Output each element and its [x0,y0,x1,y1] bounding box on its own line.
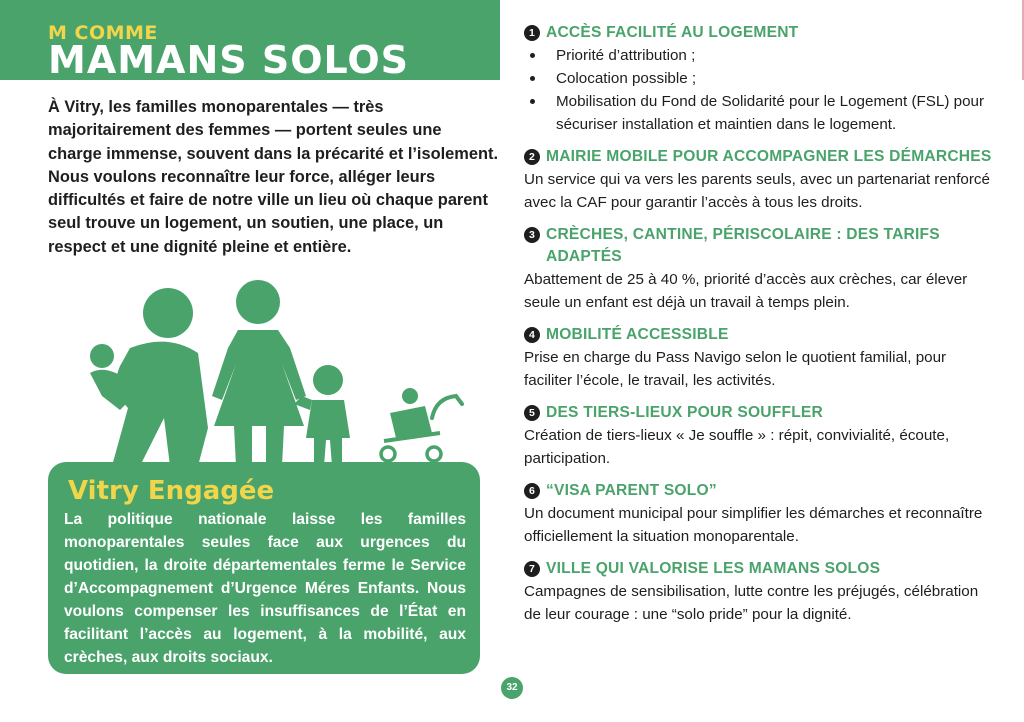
number-badge: 6 [524,483,540,499]
measure-7 [524,558,994,626]
measure-body: Création de tiers-lieux « Je souffle » : répit, convivialité, écoute, participation. [524,427,950,467]
number-badge: 7 [524,561,540,577]
number-badge: 2 [524,149,540,165]
measure-body: Abattement de 25 à 40 %, priorité d’accès aux crèches, car élever seule un enfant est déjà un travail à temps plein. [524,271,968,311]
list-item: Mobilisation du Fond de Solidarité pour le Logement (FSL) pour sécuriser installation et maintien dans le logement. [524,90,994,136]
list-item: Colocation possible ; [524,67,994,90]
measure-body: Campagnes de sensibilisation, lutte contre les préjugés, célébration de leur courage : une “solo pride” pour la dignité. [524,583,979,623]
measure-title: DES TIERS-LIEUX POUR SOUFFLER [546,404,823,421]
number-badge: 3 [524,227,540,243]
number-badge: 4 [524,327,540,343]
measure-title: VILLE QUI VALORISE LES MAMANS SOLOS [546,560,881,577]
measure-title: CRÈCHES, CANTINE, PÉRISCOLAIRE : DES TARIFS ADAPTÉS [546,226,940,265]
measure-body: Prise en charge du Pass Navigo selon le quotient familial, pour faciliter l’école, le travail, les activités. [524,349,947,389]
stroller-icon [381,388,462,461]
measure-2 [524,146,994,214]
measure-5 [524,402,994,470]
engage-box [48,462,480,674]
intro-paragraph: À Vitry, les familles monoparentales — très majoritairement des femmes — portent seules une charge immense, souvent dans la précarité et l’isolement. Nous voulons reconnaître leur force, alléger leurs difficultés et faire de notre ville un lieu où chaque parent seul trouve un logement, un soutien, une place, un respect et une dignité pleine et entière. [48,98,498,256]
bullet-list [524,44,994,136]
measure-title: ACCÈS FACILITÉ AU LOGEMENT [546,24,799,41]
header-kicker: M COMME [48,22,158,44]
page-title: MAMANS SOLOS [48,38,410,82]
measure-1 [524,22,994,136]
measure-body: Un document municipal pour simplifier les démarches et reconnaître officiellement la situation monoparentale. [524,505,983,545]
family-illustration [80,278,480,468]
measure-title: “VISA PARENT SOLO” [546,482,717,499]
measure-3 [524,224,994,314]
engage-text: La politique nationale laisse les familles monoparentales seules face aux urgences du quotidien, la droite départementales ferme le Service d’Accompagnement d’Urgence Méres Enfants. Nous voulons compenser les insuffisances de l’État en facilitant l’accès au logement, à la mobilité, aux crèches, aux droits sociaux. [64,511,466,666]
number-badge: 5 [524,405,540,421]
measure-title: MOBILITÉ ACCESSIBLE [546,326,729,343]
number-badge: 1 [524,25,540,41]
page-number: 32 [501,677,523,699]
measure-4 [524,324,994,392]
list-item: Priorité d’attribution ; [524,44,994,67]
engage-title: Vitry Engagée [68,476,275,506]
measure-6 [524,480,994,548]
measure-title: MAIRIE MOBILE POUR ACCOMPAGNER LES DÉMARCHES [546,148,992,165]
measures-list [524,22,994,636]
measure-body: Un service qui va vers les parents seuls, avec un partenariat renforcé avec la CAF pour garantir l’accès à tous les droits. [524,171,990,211]
